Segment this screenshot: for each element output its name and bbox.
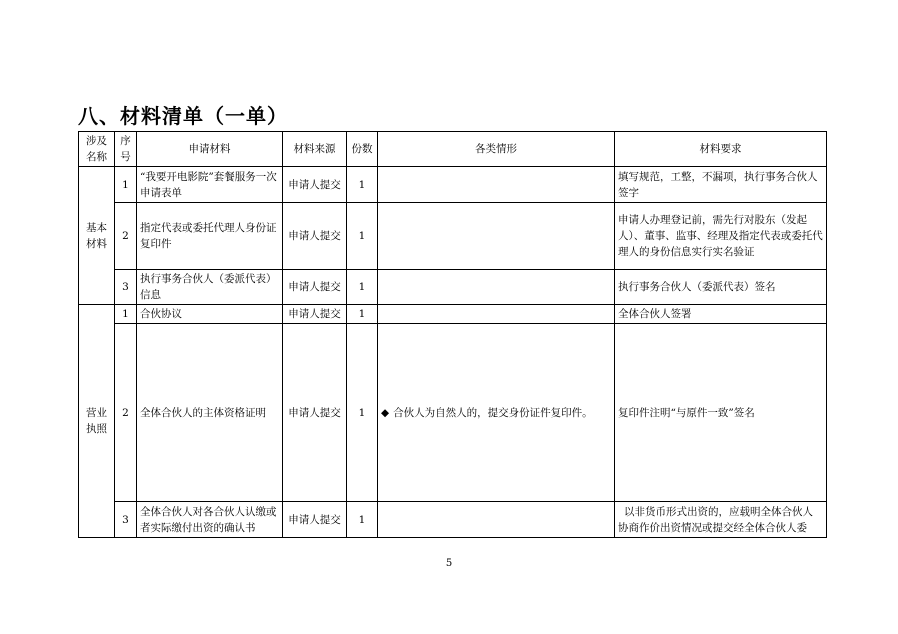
materials-table <box>78 131 827 538</box>
group-name-basic: 基本材料 <box>79 167 115 305</box>
header-seq: 序号 <box>115 132 137 167</box>
table-header-row <box>79 132 827 167</box>
row-situation <box>378 203 615 270</box>
row-situation <box>378 502 615 538</box>
header-copies: 份数 <box>347 132 378 167</box>
table-row <box>79 167 827 203</box>
row-seq: 2 <box>115 203 137 270</box>
row-seq: 1 <box>115 305 137 324</box>
row-source: 申请人提交 <box>283 270 347 305</box>
row-situation <box>378 167 615 203</box>
row-situation <box>378 305 615 324</box>
row-copies: 1 <box>347 270 378 305</box>
row-requirement: 执行事务合伙人（委派代表）签名 <box>615 270 827 305</box>
table-row <box>79 502 827 538</box>
table-row <box>79 305 827 324</box>
row-requirement: 申请人办理登记前，需先行对股东（发起人）、董事、监事、经理及指定代表或委托代理人的身份信息实行实名验证 <box>615 203 827 270</box>
row-material: 全体合伙人的主体资格证明 <box>137 324 283 502</box>
row-material: 指定代表或委托代理人身份证复印件 <box>137 203 283 270</box>
table-row <box>79 203 827 270</box>
table-row <box>79 270 827 305</box>
row-copies: 1 <box>347 167 378 203</box>
page-number: 5 <box>445 558 453 569</box>
row-source: 申请人提交 <box>283 203 347 270</box>
header-situation: 各类情形 <box>378 132 615 167</box>
row-material: 执行事务合伙人（委派代表）信息 <box>137 270 283 305</box>
row-copies: 1 <box>347 502 378 538</box>
situation-text: 合伙人为自然人的，提交身份证件复印件。 <box>393 406 593 419</box>
row-situation <box>378 324 615 502</box>
row-source: 申请人提交 <box>283 305 347 324</box>
table-row <box>79 324 827 502</box>
row-copies: 1 <box>347 305 378 324</box>
section-heading: 八、材料清单（一单） <box>78 104 288 128</box>
row-requirement: 填写规范，工整，不漏项，执行事务合伙人签字 <box>615 167 827 203</box>
row-seq: 3 <box>115 502 137 538</box>
row-material: 合伙协议 <box>137 305 283 324</box>
row-requirement: 复印件注明“与原件一致”签名 <box>615 324 827 502</box>
header-requirement: 材料要求 <box>615 132 827 167</box>
row-requirement: 全体合伙人签署 <box>615 305 827 324</box>
header-material: 申请材料 <box>137 132 283 167</box>
row-source: 申请人提交 <box>283 502 347 538</box>
row-situation <box>378 270 615 305</box>
row-copies: 1 <box>347 203 378 270</box>
row-copies: 1 <box>347 324 378 502</box>
row-requirement: 以非货币形式出资的，应载明全体合伙人协商作价出资情况或提交经全体合伙人委 <box>615 502 827 538</box>
row-source: 申请人提交 <box>283 167 347 203</box>
row-seq: 3 <box>115 270 137 305</box>
row-seq: 2 <box>115 324 137 502</box>
header-category: 涉及名称 <box>79 132 115 167</box>
diamond-bullet-icon: ◆ <box>381 406 390 419</box>
row-source: 申请人提交 <box>283 324 347 502</box>
row-seq: 1 <box>115 167 137 203</box>
row-material: 全体合伙人对各合伙人认缴或者实际缴付出资的确认书 <box>137 502 283 538</box>
header-source: 材料来源 <box>283 132 347 167</box>
row-material: “我要开电影院”套餐服务一次申请表单 <box>137 167 283 203</box>
group-name-license: 营业执照 <box>79 305 115 538</box>
